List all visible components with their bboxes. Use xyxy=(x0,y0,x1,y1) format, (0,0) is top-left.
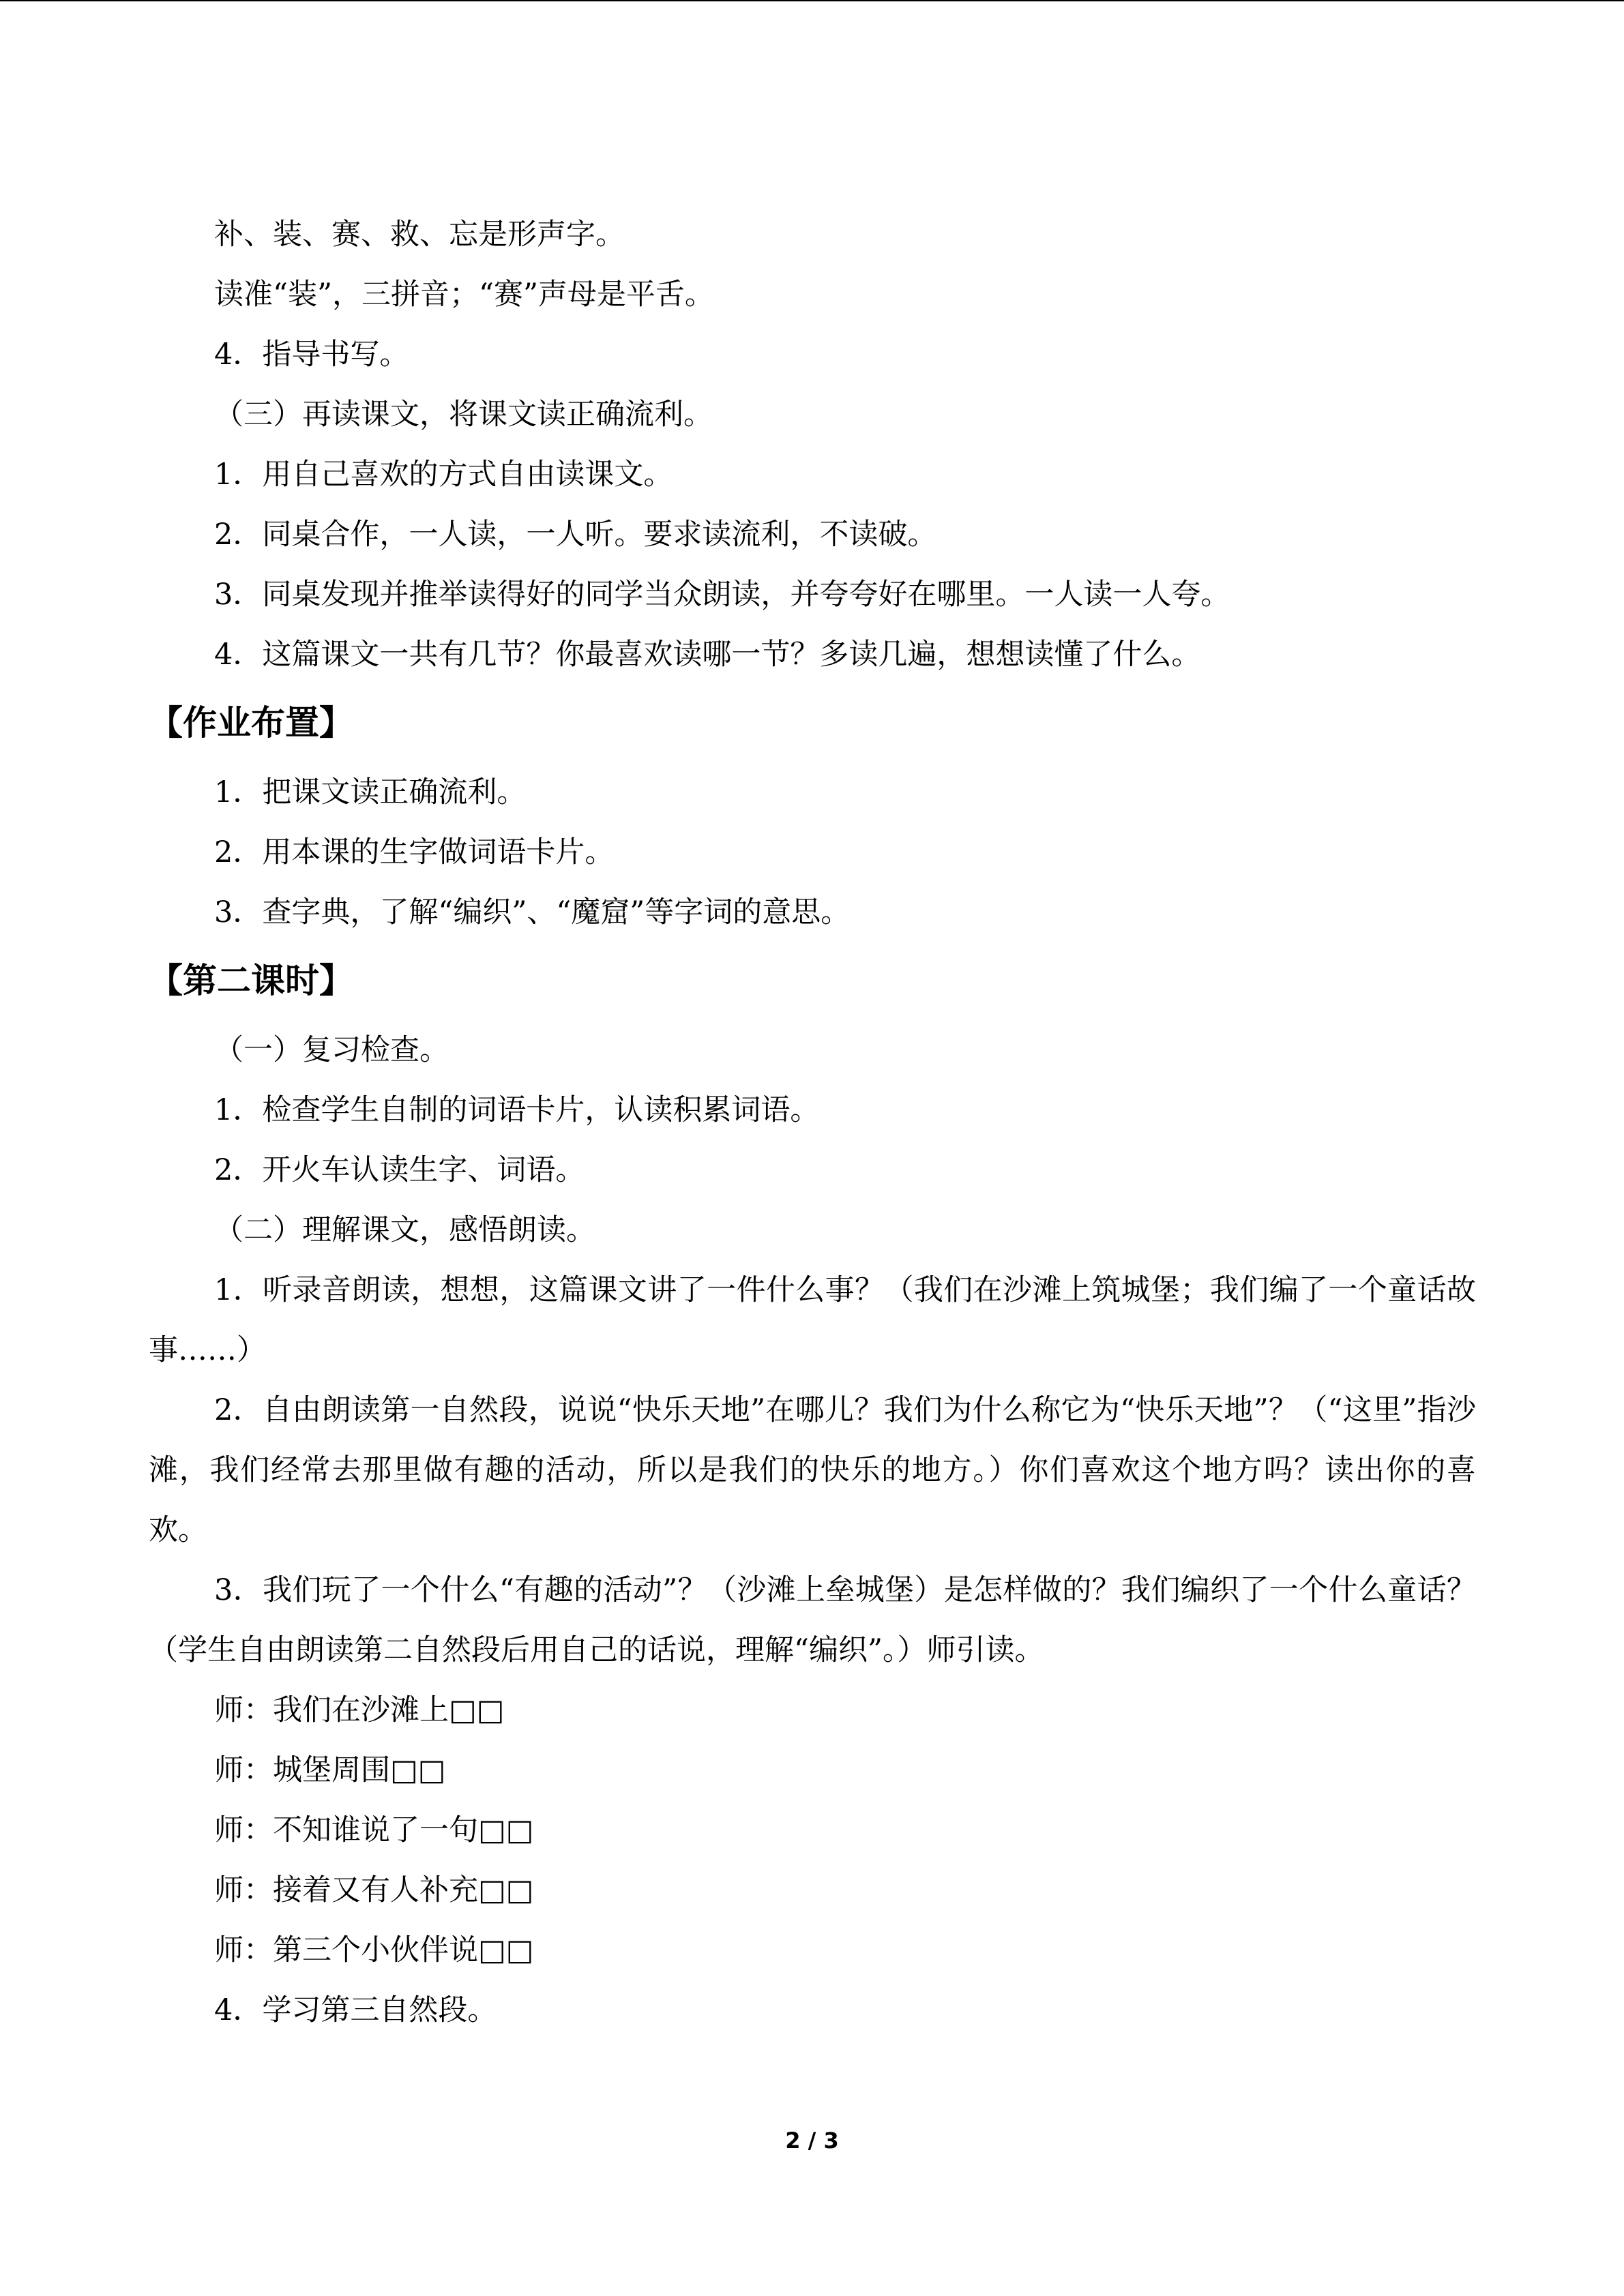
text-line: 补、装、赛、救、忘是形声字。 xyxy=(214,218,625,252)
text-line: 读准“装”，三拼音；“赛”声母是平舌。 xyxy=(214,278,714,312)
homework-item: 3．查字典，了解“编织”、“魔窟”等字词的意思。 xyxy=(214,895,851,929)
text-line: （三）再读课文，将课文读正确流利。 xyxy=(214,398,713,432)
text-line: 4．这篇课文一共有几节？你最喜欢读哪一节？多读几遍，想想读懂了什么。 xyxy=(214,638,1201,672)
document-body xyxy=(149,205,1476,2040)
lesson-paragraph: 3．我们玩了一个什么“有趣的活动”？（沙滩上垒城堡）是怎样做的？我们编织了一个什么童话？（学生自由朗读第二自然段后用自己的话说，理解“编织”。）师引读。 xyxy=(149,1573,1476,1667)
review-line: （二）理解课文，感悟朗读。 xyxy=(214,1213,595,1247)
teacher-line: 师：城堡周围□□ xyxy=(214,1753,446,1787)
homework-item: 1．把课文读正确流利。 xyxy=(214,775,527,809)
lesson-paragraph: 1．听录音朗读，想想，这篇课文讲了一件什么事？（我们在沙滩上筑城堡；我们编了一个童话故事……） xyxy=(149,1273,1476,1367)
lesson-paragraph: 2．自由朗读第一自然段，说说“快乐天地”在哪儿？我们为什么称它为“快乐天地”？（“这里”指沙滩，我们经常去那里做有趣的活动，所以是我们的快乐的地方。）你们喜欢这个地方吗？读出你的喜欢。 xyxy=(149,1393,1476,1547)
top-border-line xyxy=(0,0,1624,1)
text-line: 4．指导书写。 xyxy=(214,338,409,372)
final-line: 4．学习第三自然段。 xyxy=(214,1993,497,2027)
homework-heading: 【作业布置】 xyxy=(149,703,353,743)
review-line: 1．检查学生自制的词语卡片，认读积累词语。 xyxy=(214,1093,820,1127)
review-line: （一）复习检查。 xyxy=(214,1033,449,1067)
teacher-line: 师：接着又有人补充□□ xyxy=(214,1873,534,1907)
text-line: 2．同桌合作，一人读，一人听。要求读流利，不读破。 xyxy=(214,518,937,552)
review-line: 2．开火车认读生字、词语。 xyxy=(214,1153,585,1187)
teacher-line: 师：我们在沙滩上□□ xyxy=(214,1693,505,1727)
teacher-line: 师：不知谁说了一句□□ xyxy=(214,1813,534,1847)
second-lesson-heading: 【第二课时】 xyxy=(149,961,353,1000)
homework-item: 2．用本课的生字做词语卡片。 xyxy=(214,835,615,869)
teacher-line: 师：第三个小伙伴说□□ xyxy=(214,1933,534,1967)
text-line: 1．用自己喜欢的方式自由读课文。 xyxy=(214,458,673,492)
text-line: 3．同桌发现并推举读得好的同学当众朗读，并夸夸好在哪里。一人读一人夸。 xyxy=(214,578,1230,612)
page-number: 2 / 3 xyxy=(785,2128,839,2153)
